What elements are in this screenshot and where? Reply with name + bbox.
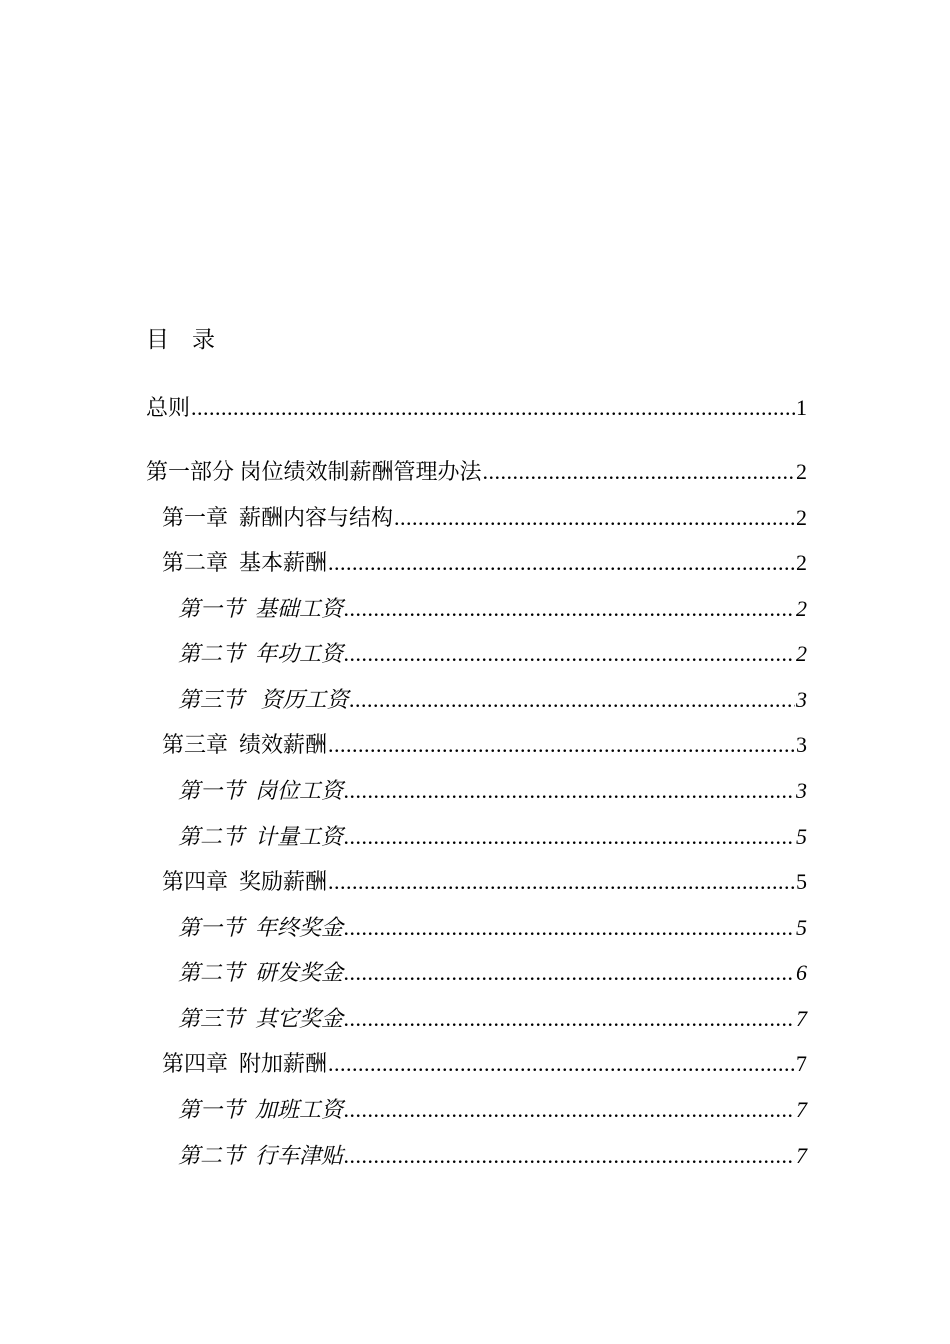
toc-heading: 目 录 (146, 327, 215, 352)
toc-entry-label: 第三节 其它奖金 (178, 1006, 344, 1031)
toc-page-number: 2 (796, 641, 807, 666)
toc-entry-ch4-section-3[interactable] (178, 1000, 807, 1034)
toc-entry-ch3-section-1[interactable] (178, 772, 807, 806)
toc-entry-ch3-section-2[interactable] (178, 818, 807, 852)
toc-entry-label: 第四章 奖励薪酬 (162, 869, 328, 894)
toc-entry-chapter-2[interactable] (162, 544, 807, 578)
toc-entry-label: 第三章 绩效薪酬 (162, 732, 328, 757)
toc-page-number: 2 (796, 550, 807, 575)
toc-entry-chapter-3[interactable] (162, 726, 807, 760)
toc-page-number: 2 (796, 459, 807, 484)
toc-page-number: 7 (796, 1143, 807, 1168)
toc-page-number: 6 (796, 960, 807, 985)
dot-leader (328, 1049, 795, 1079)
toc-page-number: 7 (796, 1097, 807, 1122)
dot-leader (344, 639, 795, 669)
dot-leader (344, 1004, 795, 1034)
toc-entry-additional-section-2[interactable] (178, 1137, 807, 1171)
toc-entry-chapter-1[interactable] (162, 499, 807, 533)
toc-entry-label: 第一部分 岗位绩效制薪酬管理办法 (146, 459, 482, 484)
toc-entry-chapter-4-rewards[interactable] (162, 863, 807, 897)
toc-entry-label: 第二节 计量工资 (178, 824, 344, 849)
toc-entry-ch2-section-2[interactable] (178, 635, 807, 669)
dot-leader (328, 730, 795, 760)
toc-page-number: 3 (796, 778, 807, 803)
toc-page-number: 7 (796, 1051, 807, 1076)
toc-entry-chapter-4-additional[interactable] (162, 1045, 807, 1079)
toc-entry-part-one[interactable] (146, 453, 807, 487)
toc-entry-additional-section-1[interactable] (178, 1091, 807, 1125)
toc-entry-label: 第一节 年终奖金 (178, 915, 344, 940)
dot-leader (344, 958, 795, 988)
toc-entry-label: 第二节 研发奖金 (178, 960, 344, 985)
toc-page-number: 2 (796, 505, 807, 530)
toc-entry-label: 第一节 基础工资 (178, 596, 344, 621)
dot-leader (394, 503, 795, 533)
toc-entry-label: 第二章 基本薪酬 (162, 550, 328, 575)
toc-entry-ch2-section-1[interactable] (178, 590, 807, 624)
toc-entry-ch4-section-1[interactable] (178, 909, 807, 943)
toc-page-number: 1 (796, 395, 807, 420)
toc-page-number: 5 (796, 824, 807, 849)
dot-leader (344, 822, 795, 852)
dot-leader (191, 393, 795, 423)
toc-page-number: 7 (796, 1006, 807, 1031)
dot-leader (350, 685, 795, 715)
toc-entry-ch2-section-3[interactable] (178, 681, 807, 715)
dot-leader (328, 867, 795, 897)
dot-leader (344, 776, 795, 806)
toc-entry-label: 第二节 年功工资 (178, 641, 344, 666)
toc-page-number: 5 (796, 915, 807, 940)
toc-entry-ch4-section-2[interactable] (178, 954, 807, 988)
toc-entry-label: 第四章 附加薪酬 (162, 1051, 328, 1076)
toc-page-number: 2 (796, 596, 807, 621)
toc-entry-label: 总则 (146, 395, 191, 420)
toc-page-number: 5 (796, 869, 807, 894)
toc-entry-label: 第一节 岗位工资 (178, 778, 344, 803)
toc-page-number: 3 (796, 732, 807, 757)
dot-leader (344, 594, 795, 624)
dot-leader (344, 1141, 795, 1171)
toc-entry-general-provisions[interactable] (146, 389, 807, 423)
toc-entry-label: 第一章 薪酬内容与结构 (162, 505, 394, 530)
toc-entry-label: 第一节 加班工资 (178, 1097, 344, 1122)
dot-leader (483, 457, 795, 487)
toc-page-number: 3 (796, 687, 807, 712)
dot-leader (328, 548, 795, 578)
toc-entry-label: 第三节 资历工资 (178, 687, 349, 712)
toc-entry-label: 第二节 行车津贴 (178, 1143, 344, 1168)
dot-leader (344, 913, 795, 943)
dot-leader (344, 1095, 795, 1125)
